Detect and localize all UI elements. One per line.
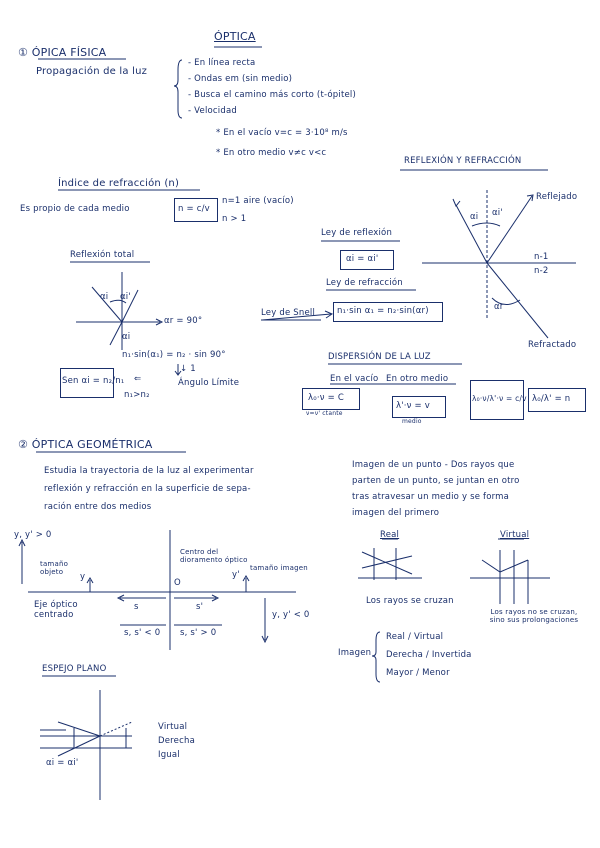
prop-item: - Velocidad bbox=[188, 106, 237, 116]
alpha-i-prime: αi' bbox=[120, 292, 131, 302]
propagacion-label: Propagación de la luz bbox=[36, 66, 148, 77]
indice-title: Índice de refracción (n) bbox=[58, 178, 180, 189]
imagen-line: tras atravesar un medio y se forma bbox=[352, 492, 510, 502]
en-vacio: En el vacío bbox=[330, 374, 379, 384]
ley-reflexion-formula: αi = αi' bbox=[346, 254, 379, 264]
rayos-virtual: Los rayos no se cruzan, sino sus prolongaciones bbox=[489, 608, 579, 624]
angle-i-prime: αi' bbox=[492, 208, 503, 218]
espejo-prop: Igual bbox=[158, 750, 180, 760]
origin-label: O bbox=[174, 578, 181, 588]
reflejado-label: Reflejado bbox=[536, 192, 578, 202]
imagen-prop: Derecha / Invertida bbox=[386, 650, 472, 660]
section2-heading: ② ÓPTICA GEOMÉTRICA bbox=[18, 438, 153, 451]
real-label: Real bbox=[380, 530, 400, 540]
y-negative: y, y' < 0 bbox=[272, 610, 310, 620]
vel-vacio: * En el vacío v=c = 3·10⁸ m/s bbox=[216, 128, 348, 138]
angle-i: αi bbox=[470, 212, 479, 222]
n1-gt-n2: n₁>n₂ bbox=[124, 390, 150, 400]
ratio-result: λ₀/λ' = n bbox=[532, 394, 571, 404]
desc-line: Estudia la trayectoria de la luz al experimentar bbox=[44, 466, 254, 476]
espejo-angle: αi = αi' bbox=[46, 758, 79, 768]
otro-formula: λ'·ν = v bbox=[396, 401, 430, 411]
prop-item: - Busca el camino más corto (t-ópitel) bbox=[188, 90, 357, 100]
desc-line: ración entre dos medios bbox=[44, 502, 152, 512]
imagen-line: Imagen de un punto - Dos rayos que bbox=[352, 460, 515, 470]
alpha-i: αi bbox=[100, 292, 109, 302]
alpha-i-low: αi bbox=[122, 332, 131, 342]
centro-label: Centro del dioramento óptico bbox=[180, 548, 248, 564]
espejo-prop: Derecha bbox=[158, 736, 195, 746]
imagen-line: imagen del primero bbox=[352, 508, 440, 518]
dispersion-title: DISPERSIÓN DE LA LUZ bbox=[328, 352, 431, 362]
imagen-line: parten de un punto, se juntan en otro bbox=[352, 476, 520, 486]
arrow-left: ⇐ bbox=[134, 374, 142, 384]
formula-limite: n₁·sin(α₁) = n₂ · sin 90° bbox=[122, 350, 226, 360]
vacio-formula: λ₀·ν = C bbox=[308, 393, 344, 403]
espejo-prop: Virtual bbox=[158, 722, 188, 732]
limite-sub: ↓ 1 bbox=[180, 364, 196, 374]
y-axis-label: y, y' > 0 bbox=[14, 530, 52, 540]
indice-aire: n=1 aire (vacío) bbox=[222, 196, 294, 206]
en-otro: En otro medio bbox=[386, 374, 449, 384]
refl-refr-title: REFLEXIÓN Y REFRACCIÓN bbox=[404, 156, 522, 166]
medium-n1: n-1 bbox=[534, 252, 549, 262]
ley-snell: Ley de Snell bbox=[261, 308, 316, 318]
indice-formula: n = c/v bbox=[178, 204, 210, 214]
indice-desc: Es propio de cada medio bbox=[20, 204, 130, 214]
imagen-prop: Real / Virtual bbox=[386, 632, 444, 642]
tamano-objeto: tamaño objeto bbox=[40, 560, 69, 576]
ley-reflexion: Ley de reflexión bbox=[321, 228, 393, 238]
prop-item: - Ondas em (sin medio) bbox=[188, 74, 293, 84]
indice-gt: n > 1 bbox=[222, 214, 247, 224]
refractado-label: Refractado bbox=[528, 340, 577, 350]
tamano-imagen: tamaño imagen bbox=[250, 564, 308, 572]
imagen-prop: Mayor / Menor bbox=[386, 668, 450, 678]
virtual-label: Virtual bbox=[500, 530, 530, 540]
y-label: y bbox=[80, 572, 86, 582]
rayos-real: Los rayos se cruzan bbox=[366, 596, 454, 606]
s-positive: s, s' > 0 bbox=[180, 628, 217, 638]
y-prime-label: y' bbox=[232, 570, 240, 580]
reflexion-total-title: Reflexión total bbox=[70, 250, 135, 260]
sen-formula: Sen αi = n₂/n₁ bbox=[62, 376, 125, 386]
ratio-formula: λ₀·ν/λ'·ν = c/v bbox=[472, 394, 527, 403]
vel-medio: * En otro medio v≠c v<c bbox=[216, 148, 327, 158]
section1-heading: ① ÓPICA FÍSICA bbox=[18, 46, 107, 59]
imagen-label: Imagen bbox=[338, 648, 372, 658]
medium-n2: n-2 bbox=[534, 266, 549, 276]
espejo-title: ESPEJO PLANO bbox=[42, 664, 107, 674]
otro-sub: medio bbox=[402, 418, 422, 425]
angle-r: αr bbox=[494, 302, 504, 312]
s-prime-label: s' bbox=[196, 602, 204, 612]
desc-line: reflexión y refracción en la superficie de sepa- bbox=[44, 484, 251, 494]
angulo-limite: Ángulo Límite bbox=[178, 378, 240, 388]
s-negative: s, s' < 0 bbox=[124, 628, 161, 638]
ley-snell-formula: n₁·sin α₁ = n₂·sin(αr) bbox=[337, 306, 429, 316]
angle-90: αr = 90° bbox=[164, 316, 203, 326]
s-label: s bbox=[134, 602, 139, 612]
eje-optico: Eje óptico centrado bbox=[34, 600, 78, 620]
vacio-sub: ν=ν' ctante bbox=[306, 410, 343, 417]
prop-item: - En línea recta bbox=[188, 58, 256, 68]
page-title: ÓPTICA bbox=[214, 30, 256, 43]
ley-refraccion: Ley de refracción bbox=[326, 278, 403, 288]
